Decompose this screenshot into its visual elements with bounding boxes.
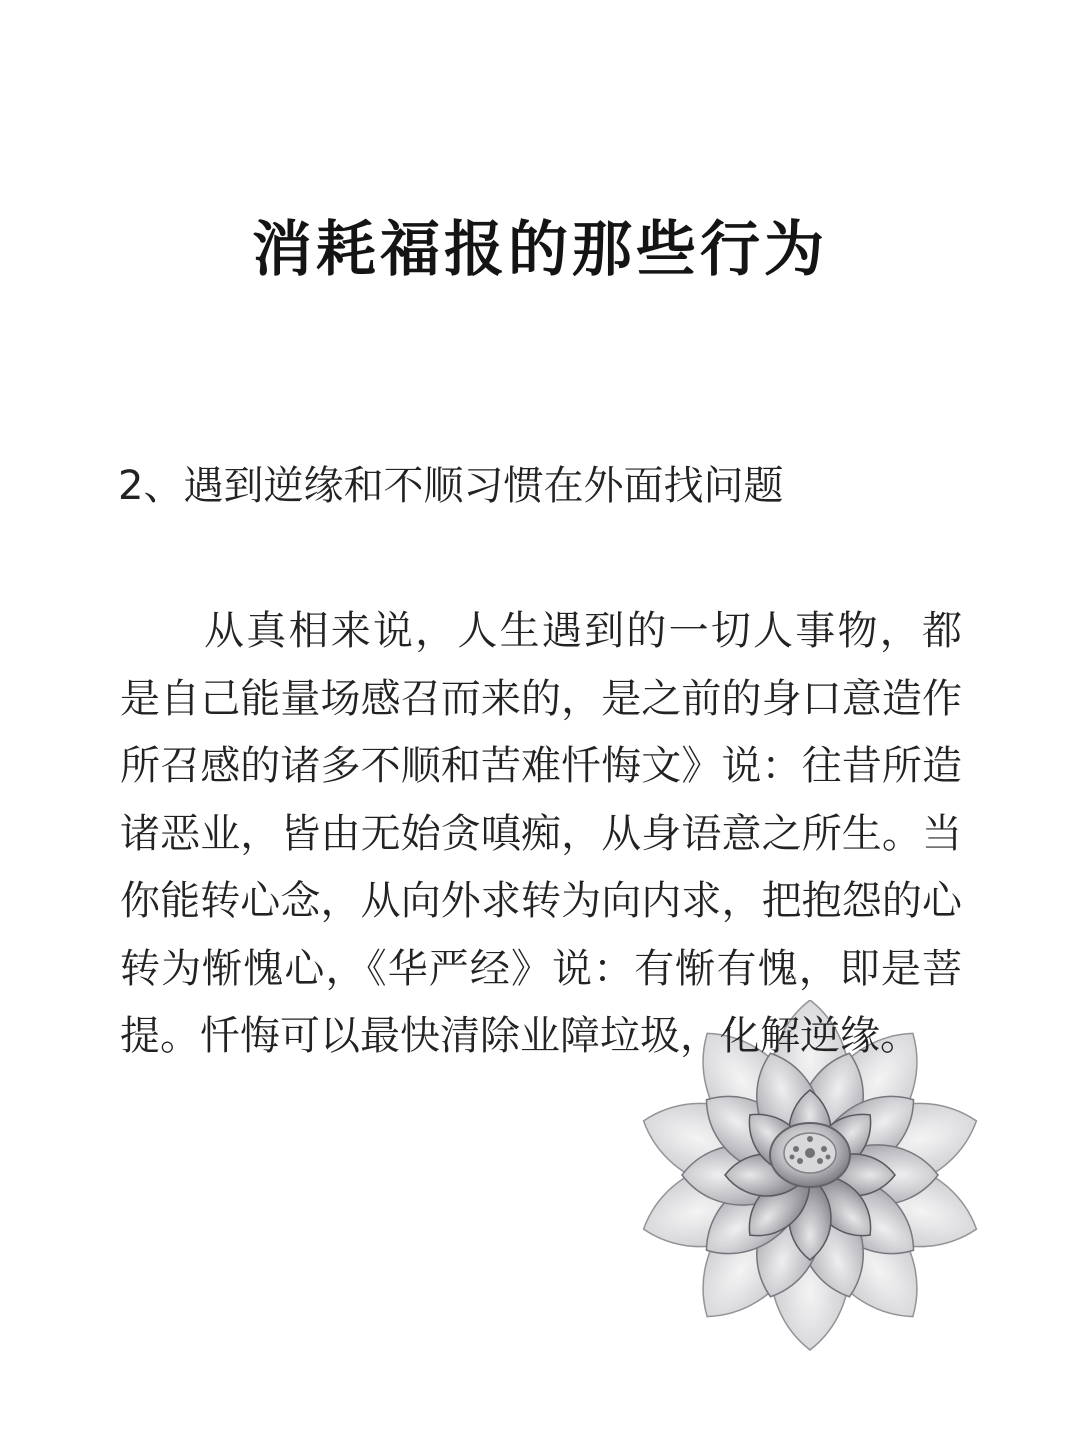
page-title: 消耗福报的那些行为: [252, 215, 828, 285]
lotus-center: [770, 1123, 850, 1187]
section-heading: 2、遇到逆缘和不顺习惯在外面找问题: [118, 463, 784, 509]
body-paragraph: 从真相来说，人生遇到的一切人事物，都是自己能量场感召而来的，是之前的身口意造作所召感的诸多不顺和苦难忏悔文》说：往昔所造诸恶业，皆由无始贪嗔痴，从身语意之所生。当你能转心念，从向外求转为向内求，把抱怨的心转为惭愧心，《华严经》说：有惭有愧，即是菩提。忏悔可以最快清除业障垃圾，化解逆缘。: [120, 608, 962, 1059]
